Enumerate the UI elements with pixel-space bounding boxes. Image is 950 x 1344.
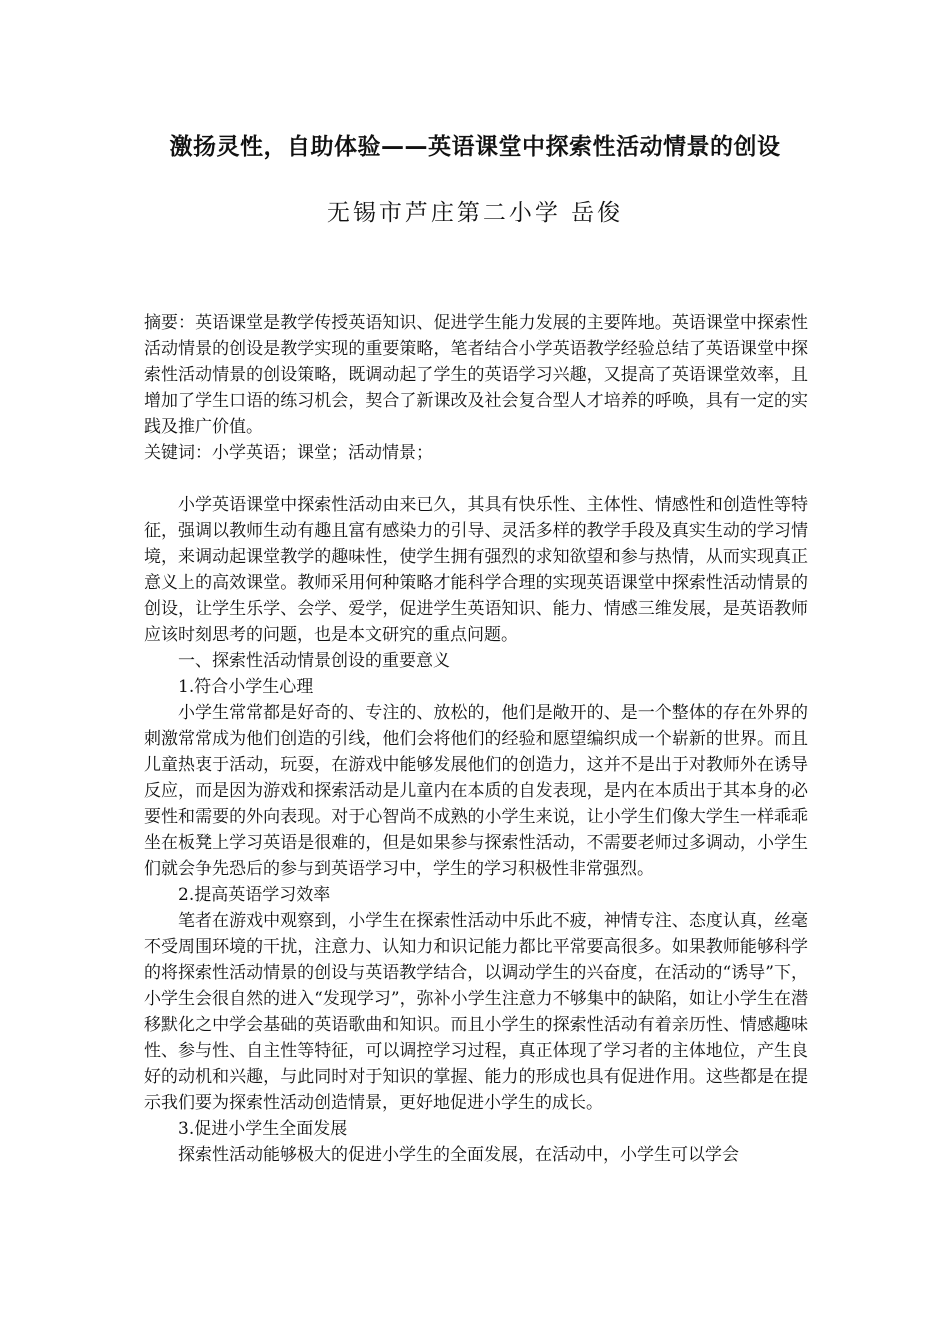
abstract-paragraph: 摘要：英语课堂是教学传授英语知识、促进学生能力发展的主要阵地。英语课堂中探索性活动情景的创设是教学实现的重要策略，笔者结合小学英语教学经验总结了英语课堂中探索性活动情景的创设策略，既调动起了学生的英语学习兴趣，又提高了英语课堂效率，且增加了学生口语的练习机会，契合了新课改及社会复合型人才培养的呼唤，具有一定的实践及推广价值。 xyxy=(144,313,808,437)
paragraph-gap xyxy=(144,466,808,492)
subsection-heading-3: 3.促进小学生全面发展 xyxy=(178,1119,348,1139)
subsection-heading-1: 1.符合小学生心理 xyxy=(178,677,314,697)
subsection-paragraph-1: 小学生常常都是好奇的、专注的、放松的，他们是敞开的、是一个整体的存在外界的刺激常常成为他们创造的引线，他们会将他们的经验和愿望编织成一个崭新的世界。而且儿童热衷于活动，玩耍，在游戏中能够发展他们的创造力，这并不是出于对教师外在诱导反应，而是因为游戏和探索活动是儿童内在本质的自发表现，是内在本质出于其本身的必要性和需要的外向表现。对于心智尚不成熟的小学生来说，让小学生们像大学生一样乖乖坐在板凳上学习英语是很难的，但是如果参与探索性活动，不需要老师过多调动，小学生们就会争先恐后的参与到英语学习中，学生的学习积极性非常强烈。 xyxy=(144,703,808,879)
document-author: 无锡市芦庄第二小学 岳俊 xyxy=(326,200,624,226)
intro-paragraph: 小学英语课堂中探索性活动由来已久，其具有快乐性、主体性、情感性和创造性等特征，强调以教师生动有趣且富有感染力的引导、灵活多样的教学手段及真实生动的学习情境，来调动起课堂教学的趣味性，使学生拥有强烈的求知欲望和参与热情，从而实现真正意义上的高效课堂。教师采用何种策略才能科学合理的实现英语课堂中探索性活动情景的创设，让学生乐学、会学、爱学，促进学生英语知识、能力、情感三维发展，是英语教师应该时刻思考的问题，也是本文研究的重点问题。 xyxy=(144,495,808,645)
section-heading-1: 一、探索性活动情景创设的重要意义 xyxy=(178,651,450,671)
keywords-line: 关键词：小学英语；课堂；活动情景； xyxy=(144,443,433,463)
document-body xyxy=(144,310,808,1168)
subsection-paragraph-3: 探索性活动能够极大的促进小学生的全面发展，在活动中，小学生可以学会 xyxy=(178,1145,739,1165)
subsection-paragraph-2: 笔者在游戏中观察到，小学生在探索性活动中乐此不疲，神情专注、态度认真，丝毫不受周围环境的干扰，注意力、认知力和识记能力都比平常要高很多。如果教师能够科学的将探索性活动情景的创设与英语教学结合，以调动学生的兴奋度，在活动的“诱导”下，小学生会很自然的进入“发现学习”，弥补小学生注意力不够集中的缺陷，如让小学生在潜移默化之中学会基础的英语歌曲和知识。而且小学生的探索性活动有着亲历性、情感趣味性、参与性、自主性等特征，可以调控学习过程，真正体现了学习者的主体地位，产生良好的动机和兴趣，与此同时对于知识的掌握、能力的形成也具有促进作用。这些都是在提示我们要为探索性活动创造情景，更好地促进小学生的成长。 xyxy=(144,911,808,1113)
subsection-heading-2: 2.提高英语学习效率 xyxy=(178,885,331,905)
document-title: 激扬灵性，自助体验——英语课堂中探索性活动情景的创设 xyxy=(169,134,781,160)
